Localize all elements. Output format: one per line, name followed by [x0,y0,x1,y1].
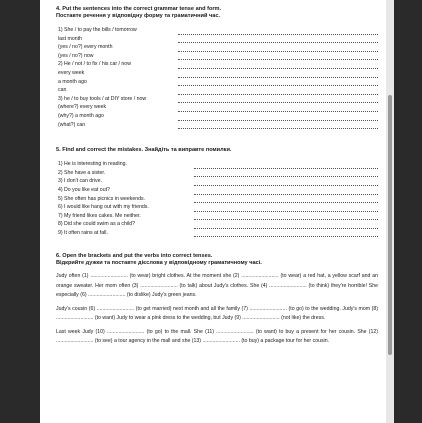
exercise-5-item [56,220,378,229]
exercise-5-item [56,195,378,204]
exercise-6-title: 6. Open the brackets and put the verbs into correct tenses. [56,253,213,260]
exercise-5-item [56,160,378,169]
exercise-4-item-text: 2) He / not / to fix / his car / now [58,61,131,68]
answer-line[interactable] [178,47,378,52]
exercise-4-item-text: 3) he / to buy tools / at DIY store / now [58,95,147,102]
exercise-5-item [56,212,378,221]
answer-line[interactable] [178,38,378,43]
answer-line[interactable] [178,73,378,78]
scrollbar-thumb[interactable] [388,95,392,355]
exercise-4 [56,6,378,129]
exercise-5-title: 5. Find and correct the mistakes. Знайдіть та виправте помилки. [56,147,232,154]
exercise-5-item-text: 6) I would like hang out with my friends. [58,204,149,211]
exercise-5-item [56,177,378,186]
exercise-4-item-text: every week [58,69,85,76]
exercise-4-item [56,26,378,35]
answer-line[interactable] [194,181,378,186]
answer-line[interactable] [178,55,378,60]
exercise-4-item [56,121,378,130]
exercise-5-list [56,160,378,237]
answer-line[interactable] [178,90,378,95]
answer-line[interactable] [178,107,378,112]
exercise-4-item-text: a month ago [58,78,87,85]
exercise-4-item [56,35,378,44]
exercise-4-item-text: (what?) can [58,121,86,128]
worksheet-page [40,0,394,423]
answer-line[interactable] [178,98,378,103]
exercise-4-item [56,112,378,121]
exercise-4-item-text: (why?) a month ago [58,112,104,119]
exercise-5-item-text: 9) It often rains at fall. [58,229,108,236]
exercise-5-item [56,229,378,238]
worksheet-content [56,6,378,350]
answer-line[interactable] [194,207,378,212]
exercise-5 [56,147,378,237]
exercise-4-title: 4. Put the sentences into the correct grammar tense and form. [56,6,222,12]
exercise-5-item-text: 3) I don't can drive. [58,178,102,185]
exercise-5-item-text: 4) Do you like eat out? [58,186,110,193]
exercise-4-item-text: (yes / no?) every month [58,44,113,51]
exercise-4-item-text: can [58,87,67,94]
exercise-6 [56,253,378,346]
answer-line[interactable] [194,215,378,220]
exercise-4-item [56,43,378,52]
exercise-6-paragraph: Judy often (1) .......................... (to wear) bright clothes. At the moment she (2) .......................... (to wear) a red hat, a yellow scarf and an orange sweater. Her mom often (3) .......................... (to talk) about Judy's clothes. She (4) .......................... (to think) they're horrible! She especially (6) .......................... (to dislike) Judy's green jeans. [56,273,378,299]
exercise-4-subtitle: Поставте речення у відповідну форму та граматичний час. [56,13,221,19]
exercise-4-item [56,78,378,87]
answer-line[interactable] [178,30,378,35]
answer-line[interactable] [178,116,378,121]
answer-line[interactable] [194,232,378,237]
exercise-4-item [56,52,378,61]
exercise-6-paragraph: Judy's cousin (6) .......................... (to get married) next month and all the family (7) .......................... (to go) to the wedding. Judy's mom (8) .......................... (to want) Judy to wear a pink dress to the wedding, but Judy (9) .......................... (not like) the dress. [56,305,378,322]
exercise-4-item [56,60,378,69]
exercise-4-item [56,69,378,78]
exercise-4-item [56,103,378,112]
answer-line[interactable] [178,81,378,86]
exercise-4-item-text: 1) She / to pay the bills / tomorrow [58,27,137,33]
answer-line[interactable] [194,190,378,195]
exercise-6-paragraph: Last week Judy (10) .......................... (to go) to the mall. She (11) .......................... (to want) to buy a present for her cousin. She (12) .......................... (to see) a tour agency in the mall and she (13) .......................... (to buy) a package tour for her cousin. [56,328,378,344]
exercise-6-subtitle: Відкрийте дужки та поставте дієслова у відповідному граматичному часі. [56,260,262,267]
answer-line[interactable] [178,64,378,69]
exercise-6-text [56,272,378,346]
exercise-4-item-text: (where?) every week [58,104,107,111]
exercise-5-item-text: 8) Did she could swim as a child? [58,221,135,228]
exercise-4-list [56,26,378,129]
answer-line[interactable] [178,124,378,129]
exercise-5-item [56,169,378,178]
exercise-5-item-text: 5) She often has picnics in weekends. [58,195,146,202]
exercise-5-item-text: 2) She have a sister. [58,169,106,176]
exercise-4-item [56,86,378,95]
exercise-4-item-text: last month [58,35,82,42]
exercise-4-item-text: (yes / no?) now [58,52,94,59]
answer-line[interactable] [194,224,378,229]
exercise-5-item-text: 1) He is interesting in reading. [58,161,127,168]
answer-line[interactable] [194,164,378,169]
answer-line[interactable] [194,172,378,177]
exercise-5-item [56,186,378,195]
answer-line[interactable] [194,198,378,203]
exercise-5-item [56,203,378,212]
exercise-4-item [56,95,378,104]
exercise-5-item-text: 7) My friend likes cakes. Me neither. [58,212,141,219]
